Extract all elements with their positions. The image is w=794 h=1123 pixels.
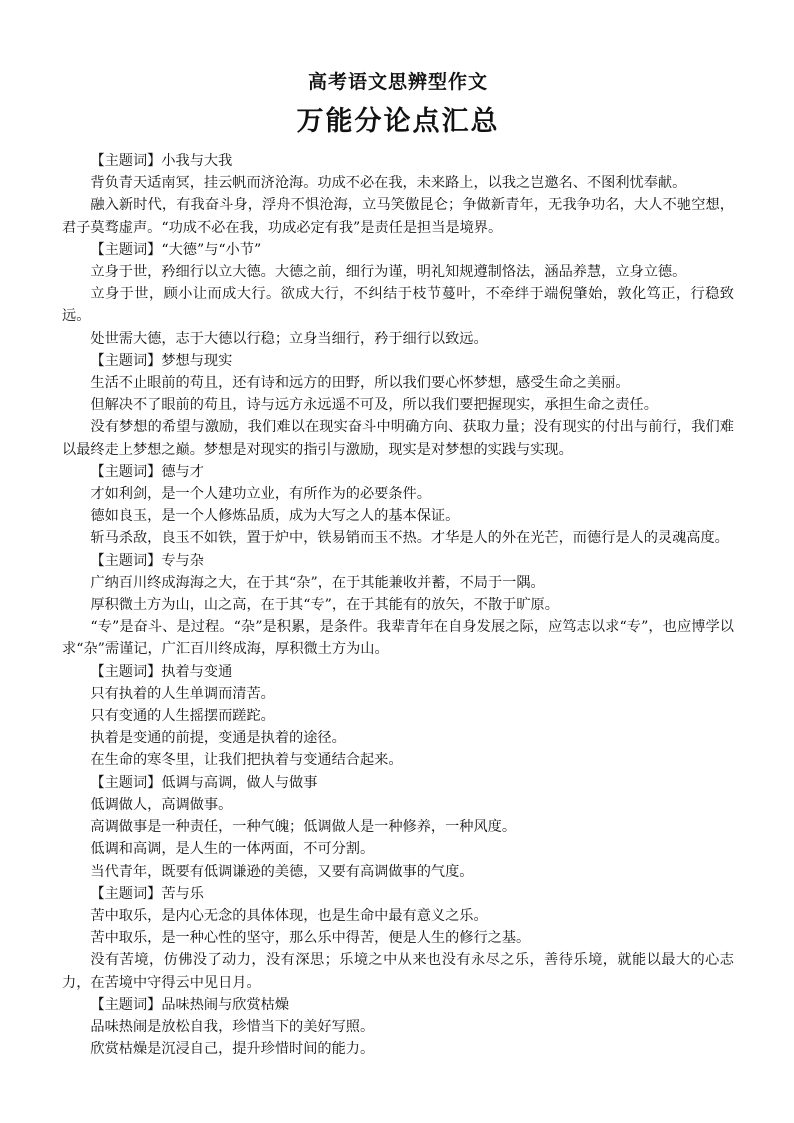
paragraph: 但解决不了眼前的苟且，诗与远方永远遥不可及，所以我们要把握现实，承担生命之责任。: [90, 397, 658, 414]
paragraph: 立身于世，顾小让而成大行。欲成大行，不纠结于枝节蔓叶，不牵绊于端倪肇始，敦化笃正，行稳致远。: [62, 286, 734, 325]
topic-heading: 【主题词】“大德”与“小节”: [90, 241, 262, 258]
paragraph: 苦中取乐，是内心无念的具体体现，也是生命中最有意义之乐。: [90, 907, 488, 924]
paragraph: 低调和高调，是人生的一体两面，不可分割。: [90, 841, 375, 858]
paragraph: 品味热闹是放松自我，珍惜当下的美好写照。: [90, 1018, 375, 1035]
paragraph: 高调做事是一种责任，一种气魄；低调做人是一种修养，一种风度。: [90, 819, 517, 836]
paragraph: 低调做人，高调做事。: [90, 796, 233, 813]
topic-heading: 【主题词】品味热闹与欣赏枯燥: [90, 996, 290, 1013]
paragraph: “专”是奋斗、是过程。“杂”是积累，是条件。我辈青年在自身发展之际，应笃志以求“专”，也应博学以求“杂”需谨记，广汇百川终成海，厚积微土方为山。: [62, 619, 734, 658]
paragraph: 斩马杀敌，良玉不如铁，置于炉中，铁易销而玉不热。才华是人的外在光芒，而德行是人的灵魂高度。: [90, 530, 729, 547]
topic-heading: 【主题词】专与杂: [90, 552, 204, 569]
paragraph: 厚积微土方为山，山之高，在于其“专”，在于其能有的放矢，不散于旷原。: [90, 597, 559, 614]
paragraph: 只有执着的人生单调而清苦。: [90, 685, 275, 702]
topic-heading: 【主题词】苦与乐: [90, 885, 204, 902]
document-title: 高考语文思辨型作文: [307, 71, 488, 93]
paragraph: 执着是变通的前提，变通是执着的途径。: [90, 730, 346, 747]
topic-heading: 【主题词】小我与大我: [90, 153, 233, 169]
paragraph: 才如利剑，是一个人建功立业，有所作为的必要条件。: [90, 486, 431, 503]
paragraph: 欣赏枯燥是沉浸自己，提升珍惜时间的能力。: [90, 1041, 375, 1058]
paragraph: 处世需大德，志于大德以行稳；立身当细行，矜于细行以致远。: [90, 330, 488, 347]
document-subtitle: 万能分论点汇总: [296, 106, 500, 137]
document-body: [62, 150, 734, 1060]
topic-heading: 【主题词】梦想与现实: [90, 352, 233, 369]
paragraph: 广纳百川终成海海之大，在于其“杂”，在于其能兼收并蓄，不局于一隅。: [90, 574, 545, 591]
paragraph: 只有变通的人生摇摆而蹉跎。: [90, 708, 275, 725]
document-page: [62, 68, 734, 1060]
paragraph: 没有梦想的希望与激励，我们难以在现实奋斗中明确方向、获取力量；没有现实的付出与前行，我们难以最终走上梦想之巅。梦想是对现实的指引与激励，现实是对梦想的实践与实现。: [62, 419, 734, 458]
paragraph: 德如良玉，是一个人修炼品质，成为大写之人的基本保证。: [90, 508, 460, 525]
paragraph: 没有苦境，仿佛没了动力，没有深思；乐境之中从来也没有永尽之乐，善待乐境，就能以最大的心志力，在苦境中守得云中见日月。: [62, 952, 734, 991]
paragraph: 背负青天适南冥，挂云帆而济沧海。功成不必在我，未来路上，以我之岂邀名、不图利忧奉献。: [90, 175, 687, 192]
paragraph: 立身于世，矜细行以立大德。大德之前，细行为谨，明礼知规遵制恪法，涵品养慧，立身立德。: [90, 264, 687, 281]
topic-heading: 【主题词】低调与高调，做人与做事: [90, 774, 318, 791]
paragraph: 在生命的寒冬里，让我们把执着与变通结合起来。: [90, 752, 403, 769]
paragraph: 生活不止眼前的苟且，还有诗和远方的田野，所以我们要心怀梦想，感受生命之美丽。: [90, 375, 630, 392]
paragraph: 融入新时代，有我奋斗身，浮舟不惧沧海，立马笑傲昆仑；争做新青年，无我争功名，大人不驰空想，君子莫骛虚声。“功成不必在我，功成必定有我”是责任是担当是境界。: [62, 197, 734, 236]
topic-heading: 【主题词】执着与变通: [90, 663, 233, 680]
paragraph: 当代青年，既要有低调谦逊的美德，又要有高调做事的气度。: [90, 863, 474, 880]
paragraph: 苦中取乐，是一种心性的坚守，那么乐中得苦，便是人生的修行之基。: [90, 930, 531, 947]
topic-heading: 【主题词】德与才: [90, 463, 204, 480]
